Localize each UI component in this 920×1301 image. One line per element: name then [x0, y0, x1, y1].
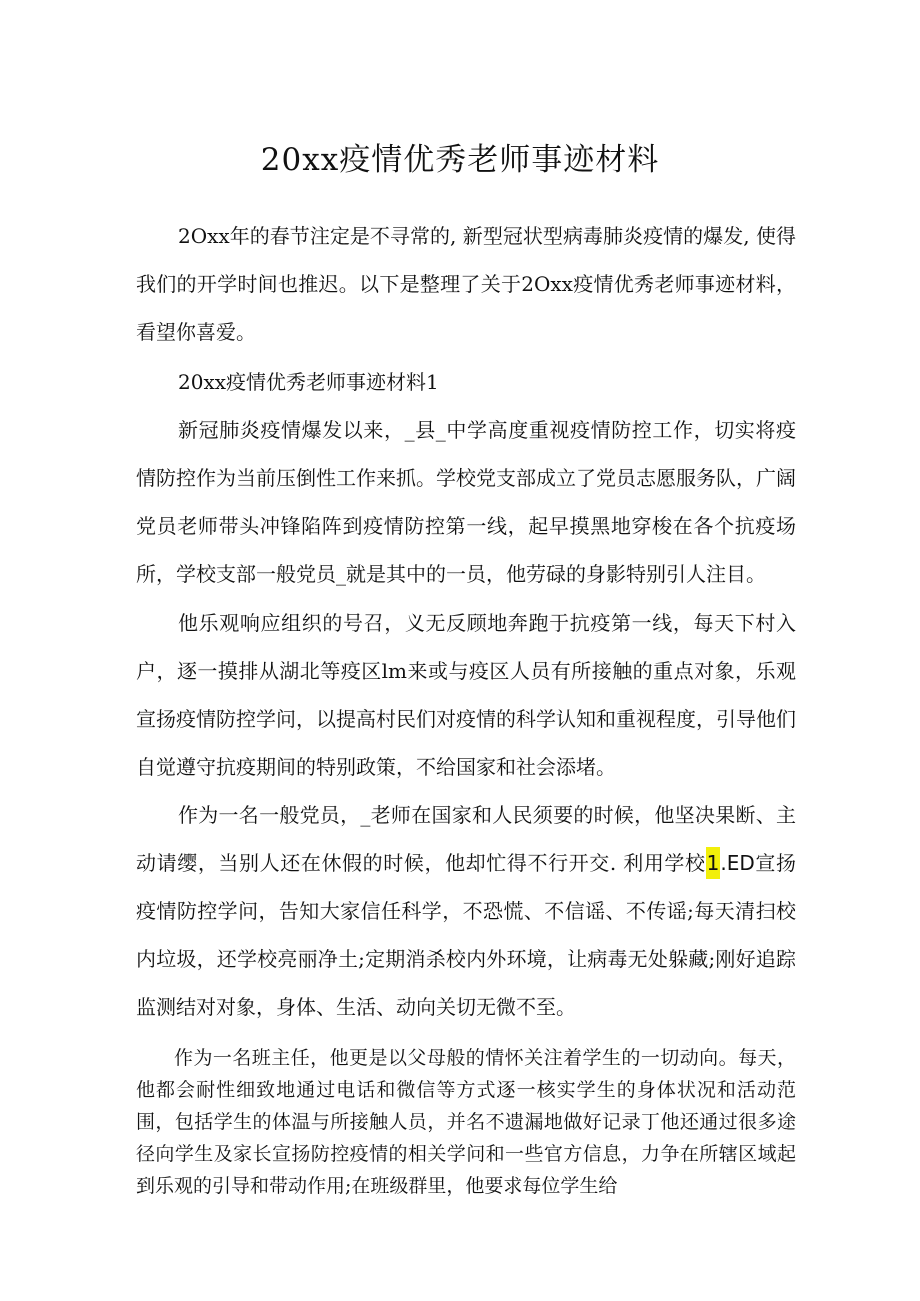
- section-heading-block: [136, 358, 796, 406]
- body-paragraph-3-block: [136, 791, 796, 1031]
- body-paragraph-2-block: [136, 599, 796, 791]
- highlight-suffix: .ED: [720, 851, 755, 875]
- intro-block: [136, 212, 796, 356]
- intro-paragraph: 2Oxx年的春节注定是不寻常的, 新型冠状型病毒肺炎疫情的爆发, 使得我们的开学时间也推迟。以下是整理了关于2Oxx疫情优秀老师事迹材料，看望你喜爱。: [136, 224, 796, 344]
- body-paragraph-2: 他乐观响应组织的号召，义无反顾地奔跑于抗疫第一线，每天下村入户，逐一摸排从湖北等疫区lm来或与疫区人员有所接触的重点对象，乐观宣扬疫情防控学问，以提高村民们对疫情的科学认知和重视程度，引导他们自觉遵守抗疫期间的特别政策，不给国家和社会添堵。: [136, 611, 796, 779]
- highlighted-text: 1: [706, 847, 721, 879]
- body-paragraph-4-block: [136, 1042, 796, 1202]
- body-paragraph-1: 新冠肺炎疫情爆发以来，_县_中学高度重视疫情防控工作，切实将疫情防控作为当前压倒性工作来抓。学校党支部成立了党员志愿服务队，广阔党员老师带头冲锋陷阵到疫情防控第一线，起早摸黑地穿梭在各个抗疫场所，学校支部一般党员_就是其中的一员，他劳碌的身影特别引人注目。: [136, 418, 796, 586]
- document-title: 20xx疫情优秀老师事迹材料: [260, 142, 660, 178]
- paragraph-3-text-before: 作为一名一般党员，_老师在国家和人民须要的时候，他坚决果断、主动请缨，当别人还在休假的时候，他却忙得不行开交. 利用学校: [136, 803, 796, 875]
- paragraph-3-text-after: 宣扬疫情防控学问，告知大家信任科学，不恐慌、不信谣、不传谣;每天清扫校内垃圾，还学校亮丽净土;定期消杀校内外环境，让病毒无处躲藏;刚好追踪监测结对对象，身体、生活、动向关切无微不至。: [136, 851, 797, 1019]
- body-paragraph-3: [136, 791, 796, 1031]
- body-paragraph-1-block: [136, 406, 796, 598]
- body-paragraph-4: 作为一名班主任，他更是以父母般的情怀关注着学生的一切动向。每天，他都会耐性细致地通过电话和微信等方式逐一核实学生的身体状况和活动范围，包括学生的体温与所接触人员，并名不遗漏地做好记录丁他还通过很多途径向学生及家长宣扬防控疫情的相关学问和一些官方信息，力争在所辖区域起到乐观的引导和带动作用;在班级群里，他要求每位学生给: [136, 1047, 796, 1197]
- section-heading: 20xx疫情优秀老师事迹材料1: [178, 370, 439, 394]
